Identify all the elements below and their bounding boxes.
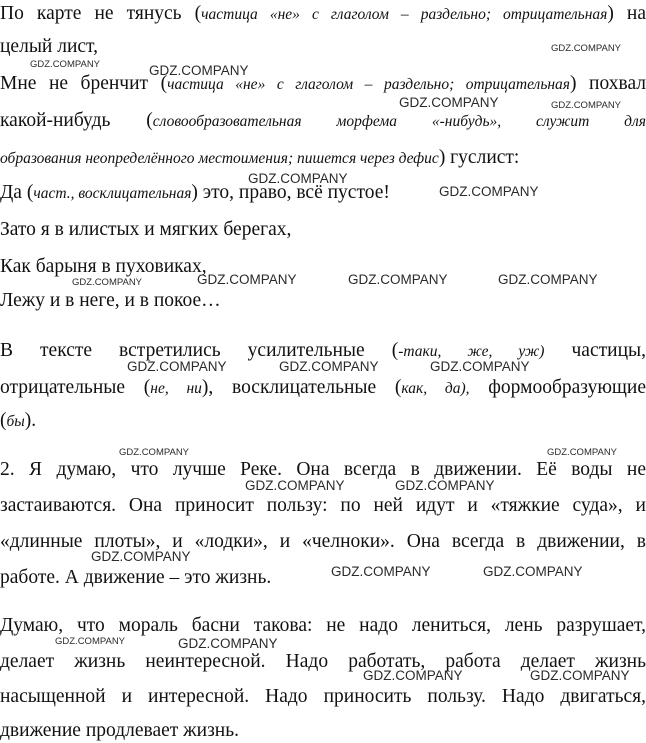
- plain-text: делает жизнь неинтересной. Надо работать, работа делает жизнь: [0, 651, 646, 672]
- plain-text: «длинные плоты», и «лодки», и «челноки». Она всегда в движении, в: [0, 531, 646, 552]
- grammar-note: бы: [6, 413, 25, 430]
- text-line-20: [0, 719, 646, 743]
- watermark: GDZ.COMPANY: [348, 272, 448, 287]
- watermark: GDZ.COMPANY: [430, 359, 530, 374]
- watermark: GDZ.COMPANY: [248, 171, 348, 186]
- plain-text: Думаю, что мораль басни такова: не надо лениться, лень разрушает,: [0, 615, 646, 636]
- plain-text: Да (: [0, 182, 34, 203]
- plain-text: какой-нибудь (: [0, 110, 153, 131]
- grammar-note: как, да),: [401, 380, 470, 397]
- watermark: GDZ.COMPANY: [178, 636, 278, 651]
- plain-text: ) это, право, всё пустое!: [191, 182, 390, 203]
- plain-text: ), восклицательные (: [201, 377, 402, 398]
- grammar-note: частица «не» с глаголом – раздельно; отрицательная: [201, 6, 608, 23]
- plain-text: застаиваются. Она приносит пользу: по ней идут и «тяжкие суда», и: [0, 495, 646, 516]
- plain-text: (: [0, 410, 7, 431]
- plain-text: движение продлевает жизнь.: [0, 720, 239, 741]
- plain-text: отрицательные (: [0, 377, 151, 398]
- plain-text: 2. Я думаю, что лучше Реке. Она всегда в движении. Её воды не: [0, 459, 646, 480]
- grammar-note: частица «не» с глаголом – раздельно; отрицательная: [167, 76, 571, 93]
- text-line-7: [0, 218, 646, 242]
- watermark: GDZ.COMPANY: [363, 668, 463, 683]
- watermark: GDZ.COMPANY: [439, 184, 539, 199]
- watermark: GDZ.COMPANY: [530, 668, 630, 683]
- grammar-note: -таки, же, уж): [398, 343, 545, 360]
- plain-text: формообразующие: [469, 377, 646, 398]
- text-line-11: [0, 376, 646, 401]
- plain-text: работе. А движение – это жизнь.: [0, 567, 272, 588]
- plain-text: В тексте встретились усилительные (: [0, 340, 399, 361]
- watermark: GDZ.COMPANY: [483, 564, 583, 579]
- watermark: GDZ.COMPANY: [551, 43, 622, 54]
- watermark: GDZ.COMPANY: [119, 447, 190, 458]
- watermark: GDZ.COMPANY: [399, 95, 499, 110]
- watermark: GDZ.COMPANY: [498, 272, 598, 287]
- watermark: GDZ.COMPANY: [55, 636, 126, 647]
- watermark: GDZ.COMPANY: [279, 359, 379, 374]
- watermark: GDZ.COMPANY: [30, 59, 101, 70]
- grammar-note: не, ни: [150, 380, 202, 397]
- plain-text: целый лист,: [0, 36, 98, 57]
- watermark: GDZ.COMPANY: [245, 478, 345, 493]
- plain-text: Как барыня в пуховиках,: [0, 256, 207, 277]
- text-line-1: [0, 2, 646, 27]
- text-line-2: [0, 35, 646, 59]
- text-line-17: [0, 614, 646, 638]
- text-line-5: [0, 146, 646, 171]
- watermark: GDZ.COMPANY: [551, 100, 622, 111]
- plain-text: ) на: [607, 3, 646, 24]
- grammar-note: част., восклицательная: [33, 185, 192, 202]
- plain-text: ) похвал: [570, 73, 646, 94]
- plain-text: Зато я в илистых и мягких берегах,: [0, 219, 292, 240]
- text-line-19: [0, 685, 646, 709]
- text-line-14: [0, 494, 646, 518]
- text-line-4: [0, 109, 646, 134]
- text-line-12: [0, 409, 646, 434]
- plain-text: Мне не бренчит (: [0, 73, 168, 94]
- watermark: GDZ.COMPANY: [149, 63, 249, 78]
- text-line-3: [0, 72, 646, 97]
- plain-text: ) гуслист:: [438, 147, 520, 168]
- plain-text: По карте не тянусь (: [0, 3, 202, 24]
- plain-text: насыщенной и интересной. Надо приносить пользу. Надо двигаться,: [0, 686, 646, 707]
- watermark: GDZ.COMPANY: [127, 359, 227, 374]
- watermark: GDZ.COMPANY: [72, 277, 143, 288]
- watermark: GDZ.COMPANY: [547, 447, 618, 458]
- watermark: GDZ.COMPANY: [331, 564, 431, 579]
- text-line-9: [0, 289, 646, 313]
- plain-text: частицы,: [544, 340, 646, 361]
- grammar-note: образования неопределённого местоимения; пишется через дефис: [0, 150, 439, 167]
- watermark: GDZ.COMPANY: [395, 478, 495, 493]
- watermark: GDZ.COMPANY: [91, 549, 191, 564]
- plain-text: Лежу и в неге, и в покое…: [0, 290, 221, 311]
- watermark: GDZ.COMPANY: [197, 272, 297, 287]
- grammar-note: словообразовательная морфема «-нибудь», служит для: [152, 113, 646, 130]
- plain-text: ).: [24, 410, 37, 431]
